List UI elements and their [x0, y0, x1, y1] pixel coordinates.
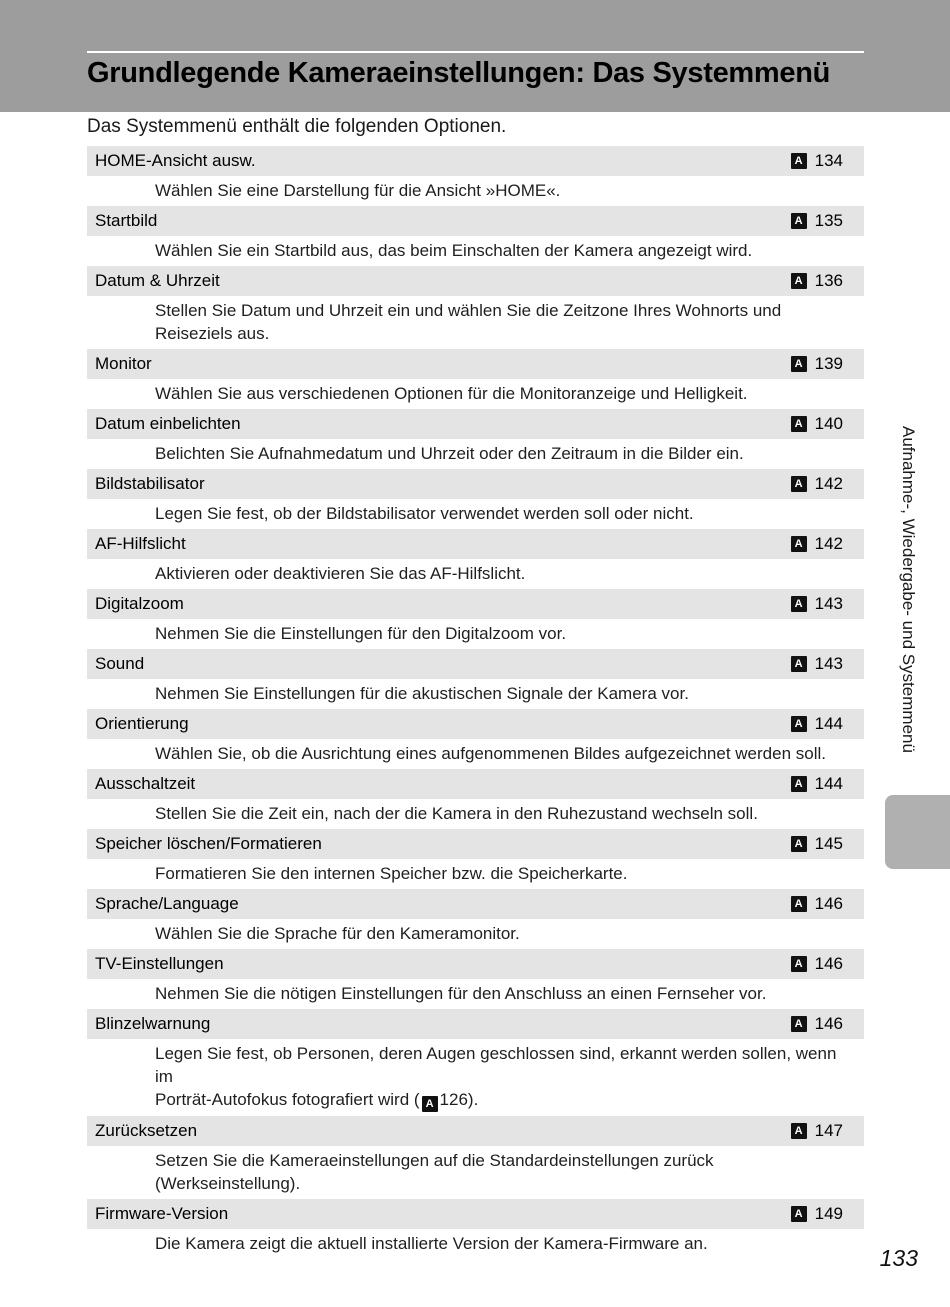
entry-description	[87, 739, 864, 769]
page-reference	[791, 1204, 843, 1224]
page-reference	[791, 151, 843, 171]
page-reference-icon: A	[791, 153, 807, 169]
page-number-ref: 140	[814, 414, 843, 433]
entry-description	[87, 1229, 864, 1259]
description-text: Legen Sie fest, ob der Bildstabilisator verwendet werden soll oder nicht.	[155, 504, 694, 523]
page-reference-icon: A	[791, 273, 807, 289]
entry-name: Firmware-Version	[95, 1204, 229, 1223]
entry-description	[87, 439, 864, 469]
page-reference-icon: A	[791, 776, 807, 792]
entry-name: HOME-Ansicht ausw.	[95, 151, 256, 170]
entry-row	[87, 349, 864, 379]
page-number-ref: 142	[814, 534, 843, 553]
page-reference-icon: A	[791, 836, 807, 852]
page-reference	[791, 414, 843, 434]
section-side-label: Aufnahme-, Wiedergabe- und Systemmenü	[899, 426, 918, 753]
entry-name: Sound	[95, 654, 145, 673]
page-reference-icon: A	[791, 1123, 807, 1139]
page-reference	[791, 474, 843, 494]
page-reference	[791, 774, 843, 794]
header-rule	[87, 51, 864, 53]
page-number-ref: 136	[814, 271, 843, 290]
entry-description	[87, 799, 864, 829]
page-reference	[791, 211, 843, 231]
entry-row	[87, 146, 864, 176]
page-number-ref: 139	[814, 354, 843, 373]
page-reference-icon: A	[791, 476, 807, 492]
description-text: Nehmen Sie die Einstellungen für den Digitalzoom vor.	[155, 624, 567, 643]
entry-name: Orientierung	[95, 714, 189, 733]
description-text: Setzen Sie die Kameraeinstellungen auf die Standardeinstellungen zurück (Werkseinstellung).	[155, 1151, 714, 1193]
page-reference-icon: A	[791, 896, 807, 912]
page-reference-icon: A	[791, 213, 807, 229]
entry-name: Bildstabilisator	[95, 474, 205, 493]
description-text: Wählen Sie ein Startbild aus, das beim Einschalten der Kamera angezeigt wird.	[155, 241, 753, 260]
description-text: Wählen Sie, ob die Ausrichtung eines aufgenommenen Bildes aufgezeichnet werden soll.	[155, 744, 826, 763]
entry-name: Monitor	[95, 354, 152, 373]
page-reference	[791, 1121, 843, 1141]
entry-description	[87, 1146, 864, 1199]
header-band	[0, 0, 950, 112]
page-reference-icon: A	[791, 536, 807, 552]
entry-row	[87, 1009, 864, 1039]
entry-name: Startbild	[95, 211, 158, 230]
page-reference-icon: A	[791, 1206, 807, 1222]
entry-row	[87, 409, 864, 439]
settings-table	[87, 146, 864, 1259]
page-reference	[791, 714, 843, 734]
page-reference	[791, 954, 843, 974]
entry-description	[87, 859, 864, 889]
entry-row	[87, 769, 864, 799]
entry-name: Ausschaltzeit	[95, 774, 196, 793]
page-reference-icon: A	[791, 416, 807, 432]
page-number-ref: 143	[814, 654, 843, 673]
page-reference	[791, 1014, 843, 1034]
entry-description	[87, 979, 864, 1009]
entry-row	[87, 266, 864, 296]
entry-name: AF-Hilfslicht	[95, 534, 186, 553]
entry-row	[87, 589, 864, 619]
page-reference	[791, 354, 843, 374]
entry-row	[87, 649, 864, 679]
entry-description	[87, 919, 864, 949]
description-text: Belichten Sie Aufnahmedatum und Uhrzeit oder den Zeitraum in die Bilder ein.	[155, 444, 744, 463]
entry-description	[87, 679, 864, 709]
page-number-ref: 146	[814, 1014, 843, 1033]
page-number-ref: 142	[814, 474, 843, 493]
entry-row	[87, 1199, 864, 1229]
entry-name: Datum & Uhrzeit	[95, 271, 220, 290]
entry-row	[87, 829, 864, 859]
intro-text: Das Systemmenü enthält die folgenden Optionen.	[87, 116, 507, 137]
entry-description	[87, 379, 864, 409]
entry-name: Speicher löschen/Formatieren	[95, 834, 322, 853]
description-text: Stellen Sie Datum und Uhrzeit ein und wählen Sie die Zeitzone Ihres Wohnorts und	[155, 301, 782, 320]
page-reference-icon: A	[422, 1096, 438, 1112]
page-reference-icon: A	[791, 956, 807, 972]
description-text: Stellen Sie die Zeit ein, nach der die Kamera in den Ruhezustand wechseln soll.	[155, 804, 758, 823]
description-text: Die Kamera zeigt die aktuell installierte Version der Kamera-Firmware an.	[155, 1234, 708, 1253]
description-text: Aktivieren oder deaktivieren Sie das AF-Hilfslicht.	[155, 564, 526, 583]
description-text: Wählen Sie die Sprache für den Kameramonitor.	[155, 924, 520, 943]
page-reference	[791, 271, 843, 291]
entry-row	[87, 1116, 864, 1146]
page-reference	[791, 594, 843, 614]
entry-description	[87, 236, 864, 266]
page-reference-icon: A	[791, 656, 807, 672]
page-number: 133	[879, 1245, 918, 1271]
entry-name: Blinzelwarnung	[95, 1014, 211, 1033]
description-text: Legen Sie fest, ob Personen, deren Augen geschlossen sind, erkannt werden sollen, wenn im	[155, 1044, 837, 1086]
page-reference-icon: A	[791, 596, 807, 612]
entry-row	[87, 949, 864, 979]
page-number-ref: 145	[814, 834, 843, 853]
page-reference-icon: A	[791, 1016, 807, 1032]
page-number-ref: 146	[814, 954, 843, 973]
section-tab-marker	[885, 795, 950, 869]
entry-description	[87, 619, 864, 649]
description-text: ).	[467, 1090, 479, 1109]
entry-name: Datum einbelichten	[95, 414, 241, 433]
entry-name: Sprache/Language	[95, 894, 239, 913]
page-number-ref: 135	[814, 211, 843, 230]
page-reference	[791, 654, 843, 674]
page-number-ref: 134	[814, 151, 843, 170]
entry-name: Zurücksetzen	[95, 1121, 198, 1140]
entry-name: Digitalzoom	[95, 594, 184, 613]
page-reference	[791, 894, 843, 914]
entry-description	[87, 499, 864, 529]
description-text: Nehmen Sie Einstellungen für die akustischen Signale der Kamera vor.	[155, 684, 689, 703]
description-text: Wählen Sie aus verschiedenen Optionen für die Monitoranzeige und Helligkeit.	[155, 384, 748, 403]
description-text: Reiseziels aus.	[155, 324, 270, 343]
page-reference	[791, 534, 843, 554]
description-text: Wählen Sie eine Darstellung für die Ansicht »HOME«.	[155, 181, 561, 200]
page-number-ref: 146	[814, 894, 843, 913]
entry-row	[87, 206, 864, 236]
description-text: Porträt-Autofokus fotografiert wird (	[155, 1090, 420, 1109]
entry-description	[87, 296, 864, 349]
entry-row	[87, 889, 864, 919]
page-reference-icon: A	[791, 716, 807, 732]
page-reference-icon: A	[791, 356, 807, 372]
page-reference	[791, 834, 843, 854]
description-text: Formatieren Sie den internen Speicher bzw. die Speicherkarte.	[155, 864, 628, 883]
entry-description	[87, 1039, 864, 1116]
entry-description	[87, 559, 864, 589]
entry-description	[87, 176, 864, 206]
page-number-ref: 144	[814, 714, 843, 733]
page-number-ref: 149	[814, 1204, 843, 1223]
page-number-ref: 144	[814, 774, 843, 793]
page-title: Grundlegende Kameraeinstellungen: Das Systemmenü	[87, 57, 831, 89]
entry-row	[87, 469, 864, 499]
entry-name: TV-Einstellungen	[95, 954, 224, 973]
page-number-ref: 143	[814, 594, 843, 613]
page-number-ref: 147	[814, 1121, 843, 1140]
entry-row	[87, 529, 864, 559]
description-text: Nehmen Sie die nötigen Einstellungen für den Anschluss an einen Fernseher vor.	[155, 984, 767, 1003]
page-number-ref: 126	[439, 1090, 468, 1109]
entry-row	[87, 709, 864, 739]
